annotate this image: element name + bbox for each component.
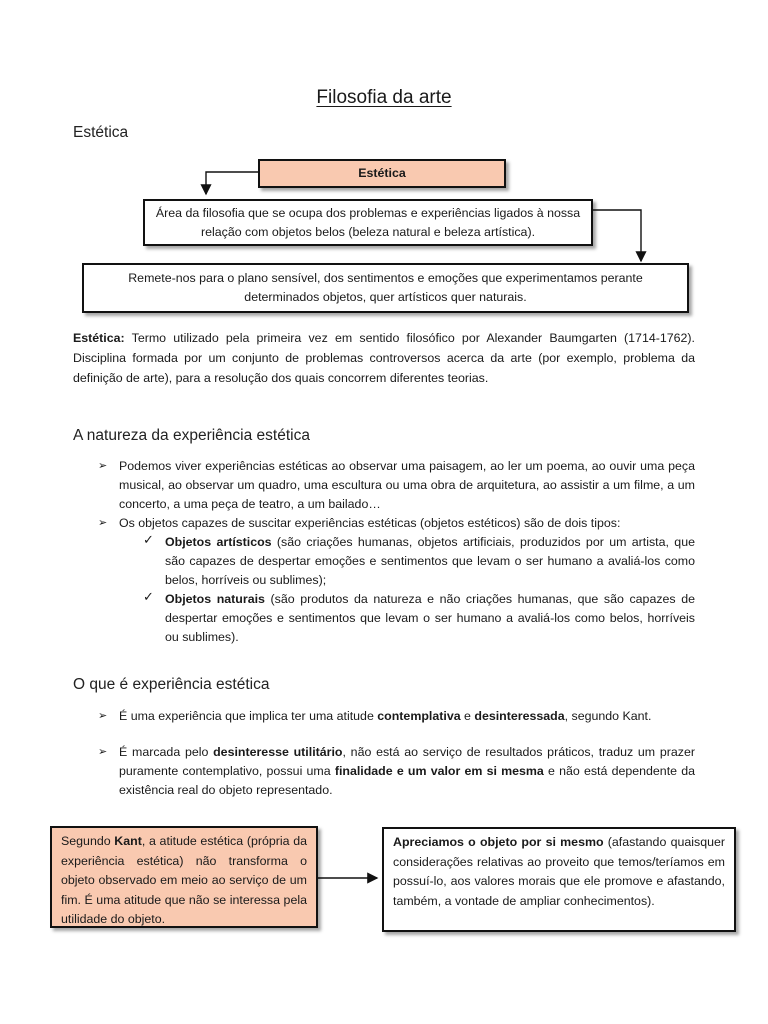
sensible-plane-box: Remete-nos para o plano sensível, dos sentimentos e emoções que experimentamos perante determinados objetos, quer artísticos quer naturais. xyxy=(82,263,689,313)
bold-segment: Apreciamos o objeto por si mesmo xyxy=(393,835,604,849)
text-segment: , a atitude estética (própria da experiência estética) não transforma o objeto observado em meio ao serviço de um fim. É uma atitude que não se interessa pela utilidade do objeto. xyxy=(61,834,307,926)
definition-text: Termo utilizado pela primeira vez em sentido filosófico por Alexander Baumgarten (1714-1762). Disciplina formada por um conjunto de problemas controversos acerca da arte (por exemplo, problema da definição de arte), para a resolução dos quais concorrem diferentes teorias. xyxy=(73,331,695,385)
bold-segment: desinteresse utilitário xyxy=(213,745,343,759)
bold-segment: finalidade e um valor em si mesma xyxy=(334,764,544,778)
checkmark-icon: ✓ xyxy=(143,589,154,604)
sub-item-term: Objetos artísticos xyxy=(165,535,272,549)
section-heading-natureza: A natureza da experiência estética xyxy=(73,427,310,444)
text-segment: e xyxy=(460,709,475,723)
bold-segment: desinteressada xyxy=(474,709,565,723)
arrow-to-sensible xyxy=(593,210,641,261)
arrow-bullet-icon: ➢ xyxy=(98,746,108,758)
natureza-bullet-2: Os objetos capazes de suscitar experiências estéticas (objetos estéticos) são de dois tipos: xyxy=(119,516,621,530)
page-title: Filosofia da arte xyxy=(316,87,452,108)
estetica-box: Estética xyxy=(258,159,506,188)
text-segment: e não está dependente da existência real do objeto representado. xyxy=(119,764,695,797)
checkmark-icon: ✓ xyxy=(143,532,154,547)
section-heading-estetica: Estética xyxy=(73,124,129,141)
kant-attitude-box xyxy=(50,826,318,928)
arrow-bullet-icon: ➢ xyxy=(98,460,108,472)
section-heading-o-que-e: O que é experiência estética xyxy=(73,676,270,693)
text-segment: É uma experiência que implica ter uma atitude xyxy=(119,709,378,723)
estetica-definition-paragraph xyxy=(73,328,695,388)
text-segment: É marcada pelo xyxy=(119,745,214,759)
sub-item-term: Objetos naturais xyxy=(165,592,265,606)
definition-term: Estética: xyxy=(73,331,125,345)
arrow-bullet-icon: ➢ xyxy=(98,710,108,722)
text-segment: , segundo Kant. xyxy=(564,709,652,723)
natureza-sub-item-2 xyxy=(165,590,695,647)
bold-segment: Kant xyxy=(114,834,142,848)
sub-item-text: (são criações humanas, objetos artificiais, produzidos por um artista, que são capazes de despertar emoções e sentimentos que levam o ser humano a avaliá-los como belos, horríveis ou sublimes); xyxy=(165,535,695,587)
oque-bullet-1 xyxy=(119,707,695,726)
appreciate-object-box xyxy=(382,827,736,932)
text-segment: Segundo xyxy=(61,834,115,848)
text-segment: , não está ao serviço de resultados práticos, traduz um prazer puramente contemplativo, possui uma xyxy=(119,745,695,778)
bold-segment: contemplativa xyxy=(377,709,461,723)
text-segment: (afastando quaisquer considerações relativas ao proveito que temos/teríamos em possuí-lo, aos valores morais que ele promove e afastando, também, a vontade de ampliar conhecimentos). xyxy=(393,835,725,908)
arrow-bullet-icon: ➢ xyxy=(98,517,108,529)
oque-bullet-2 xyxy=(119,743,695,800)
natureza-sub-item-1 xyxy=(165,533,695,590)
sub-item-text: (são produtos da natureza e não criações humanas, que são capazes de despertar emoções e sentimentos que levam o ser humano a avaliá-los como belos, horríveis ou sublimes). xyxy=(165,592,695,644)
arrow-to-definition xyxy=(206,172,258,194)
natureza-bullet-1: Podemos viver experiências estéticas ao observar uma paisagem, ao ler um poema, ao ouvir uma peça musical, ao observar um quadro, uma escultura ou uma obra de arquitetura, ao assistir a um filme, a um concerto, a uma peça de teatro, a um bailado… xyxy=(119,459,695,511)
definition-box: Área da filosofia que se ocupa dos problemas e experiências ligados à nossa relação com objetos belos (beleza natural e beleza artística). xyxy=(143,199,593,246)
